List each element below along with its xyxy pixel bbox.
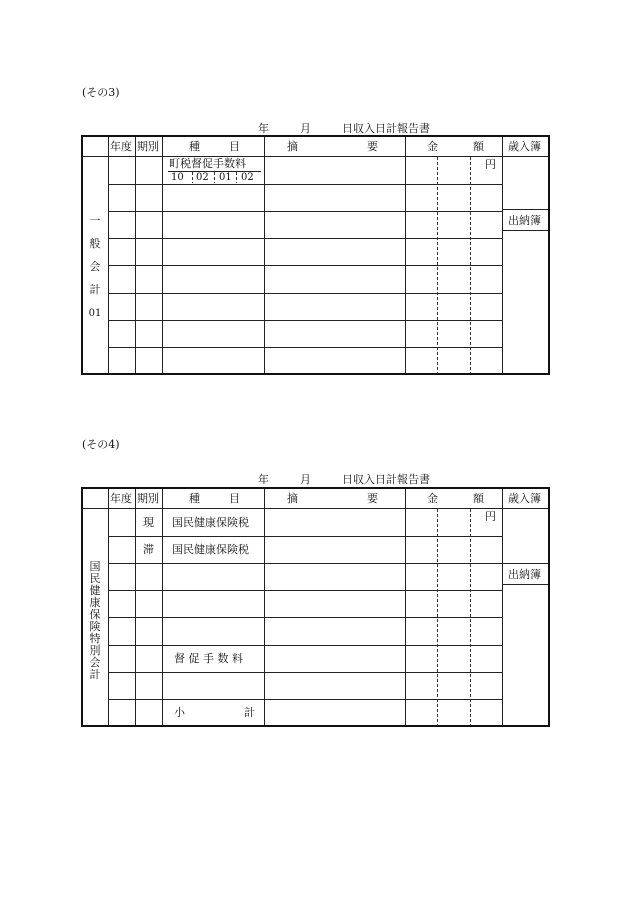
side-label-char: 会 — [89, 656, 101, 669]
report-table-3 — [81, 135, 550, 375]
header-saiiri: 歳入簿 — [508, 140, 541, 153]
row-shumoku: 国民健康保険税 — [172, 516, 249, 529]
table-grid-3 — [83, 137, 548, 373]
code-part: 10 — [171, 172, 184, 183]
side-label-char: 民 — [89, 572, 101, 585]
side-label-char: 健 — [89, 584, 101, 597]
header-tekiyo-1: 摘 — [287, 140, 298, 153]
side-label-char: 計 — [89, 668, 101, 681]
title-year: 年 — [258, 122, 269, 135]
side-label-char: 特 — [89, 632, 101, 645]
side-label-char: 康 — [89, 596, 101, 609]
row-kibetsu: 滞 — [143, 543, 154, 556]
title-year: 年 — [258, 473, 269, 486]
yen-unit: 円 — [485, 510, 496, 523]
code-part: 02 — [196, 172, 209, 183]
header-shumoku-2: 目 — [229, 140, 240, 153]
side-box-suitobo: 出納簿 — [508, 214, 541, 227]
subtotal-label-1: 小 — [174, 706, 185, 719]
header-shumoku-2: 目 — [229, 492, 240, 505]
row-shumoku: 督 促 手 数 料 — [174, 652, 243, 665]
row-shumoku: 国民健康保険税 — [172, 543, 249, 556]
side-label-char: 般 — [89, 237, 101, 250]
header-shumoku-1: 種 — [189, 140, 200, 153]
subtotal-label-2: 計 — [244, 706, 255, 719]
header-tekiyo-2: 要 — [367, 492, 378, 505]
header-nendo: 年度 — [110, 140, 132, 153]
header-tekiyo-2: 要 — [367, 140, 378, 153]
header-kibetsu: 期別 — [137, 492, 159, 505]
side-label-char: 国 — [89, 560, 101, 573]
header-kingaku-2: 額 — [473, 492, 484, 505]
side-label-char: 険 — [89, 620, 101, 633]
header-saiiri: 歳入簿 — [508, 492, 541, 505]
title-month: 月 — [300, 473, 311, 486]
code-part: 01 — [219, 172, 232, 183]
side-label-char: 保 — [89, 608, 101, 621]
row-kibetsu: 現 — [143, 516, 154, 529]
report-title-3 — [258, 120, 430, 136]
header-tekiyo-1: 摘 — [287, 492, 298, 505]
side-label-char: 一 — [89, 214, 101, 227]
row-shumoku: 町税督促手数料 — [169, 157, 246, 170]
header-kingaku-1: 金 — [427, 140, 438, 153]
side-box-suitobo: 出納簿 — [508, 568, 541, 581]
title-rest: 日収入日計報告書 — [342, 473, 430, 486]
header-shumoku-1: 種 — [189, 492, 200, 505]
header-kingaku-1: 金 — [427, 492, 438, 505]
side-label-char: 別 — [89, 644, 101, 657]
header-kibetsu: 期別 — [137, 140, 159, 153]
side-label-char: 計 — [89, 283, 101, 296]
title-rest: 日収入日計報告書 — [342, 122, 430, 135]
report-title-4 — [258, 471, 430, 487]
header-nendo: 年度 — [110, 492, 132, 505]
report-table-4 — [81, 487, 550, 727]
side-label-char: 01 — [88, 308, 102, 319]
code-part: 02 — [241, 172, 254, 183]
side-label-char: 会 — [89, 260, 101, 273]
section-label-3: (その3) — [82, 86, 120, 99]
yen-unit: 円 — [485, 158, 496, 171]
title-month: 月 — [300, 122, 311, 135]
header-kingaku-2: 額 — [473, 140, 484, 153]
section-label-4: (その4) — [82, 438, 120, 451]
